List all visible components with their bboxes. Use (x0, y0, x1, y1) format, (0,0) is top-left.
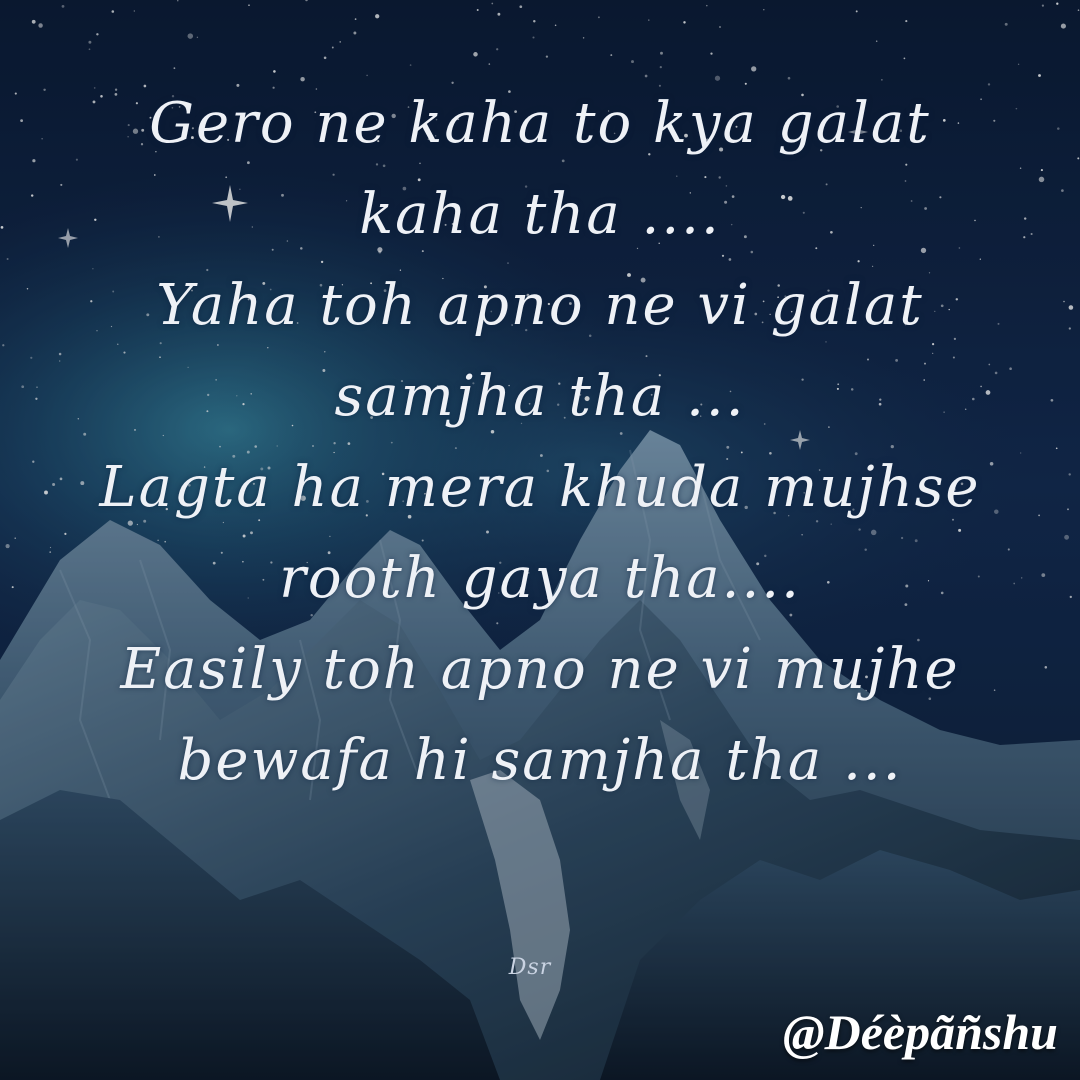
poem-line: bewafa hi samjha tha ... (177, 728, 903, 793)
poem-line: kaha tha .... (359, 182, 721, 247)
poem-line: rooth gaya tha.... (279, 546, 801, 611)
poem-line: Gero ne kaha to kya galat (149, 91, 931, 156)
author-handle: @Déèpãñshu (783, 1004, 1058, 1060)
poem-line: Lagta ha mera khuda mujhse (99, 455, 981, 520)
poem-line: samjha tha ... (334, 364, 746, 429)
author-signature: Dsr (508, 955, 552, 980)
poem-line: Yaha toh apno ne vi galat (156, 273, 924, 338)
poem-lines (0, 78, 1080, 806)
poem-line: Easily toh apno ne vi mujhe (120, 637, 960, 702)
